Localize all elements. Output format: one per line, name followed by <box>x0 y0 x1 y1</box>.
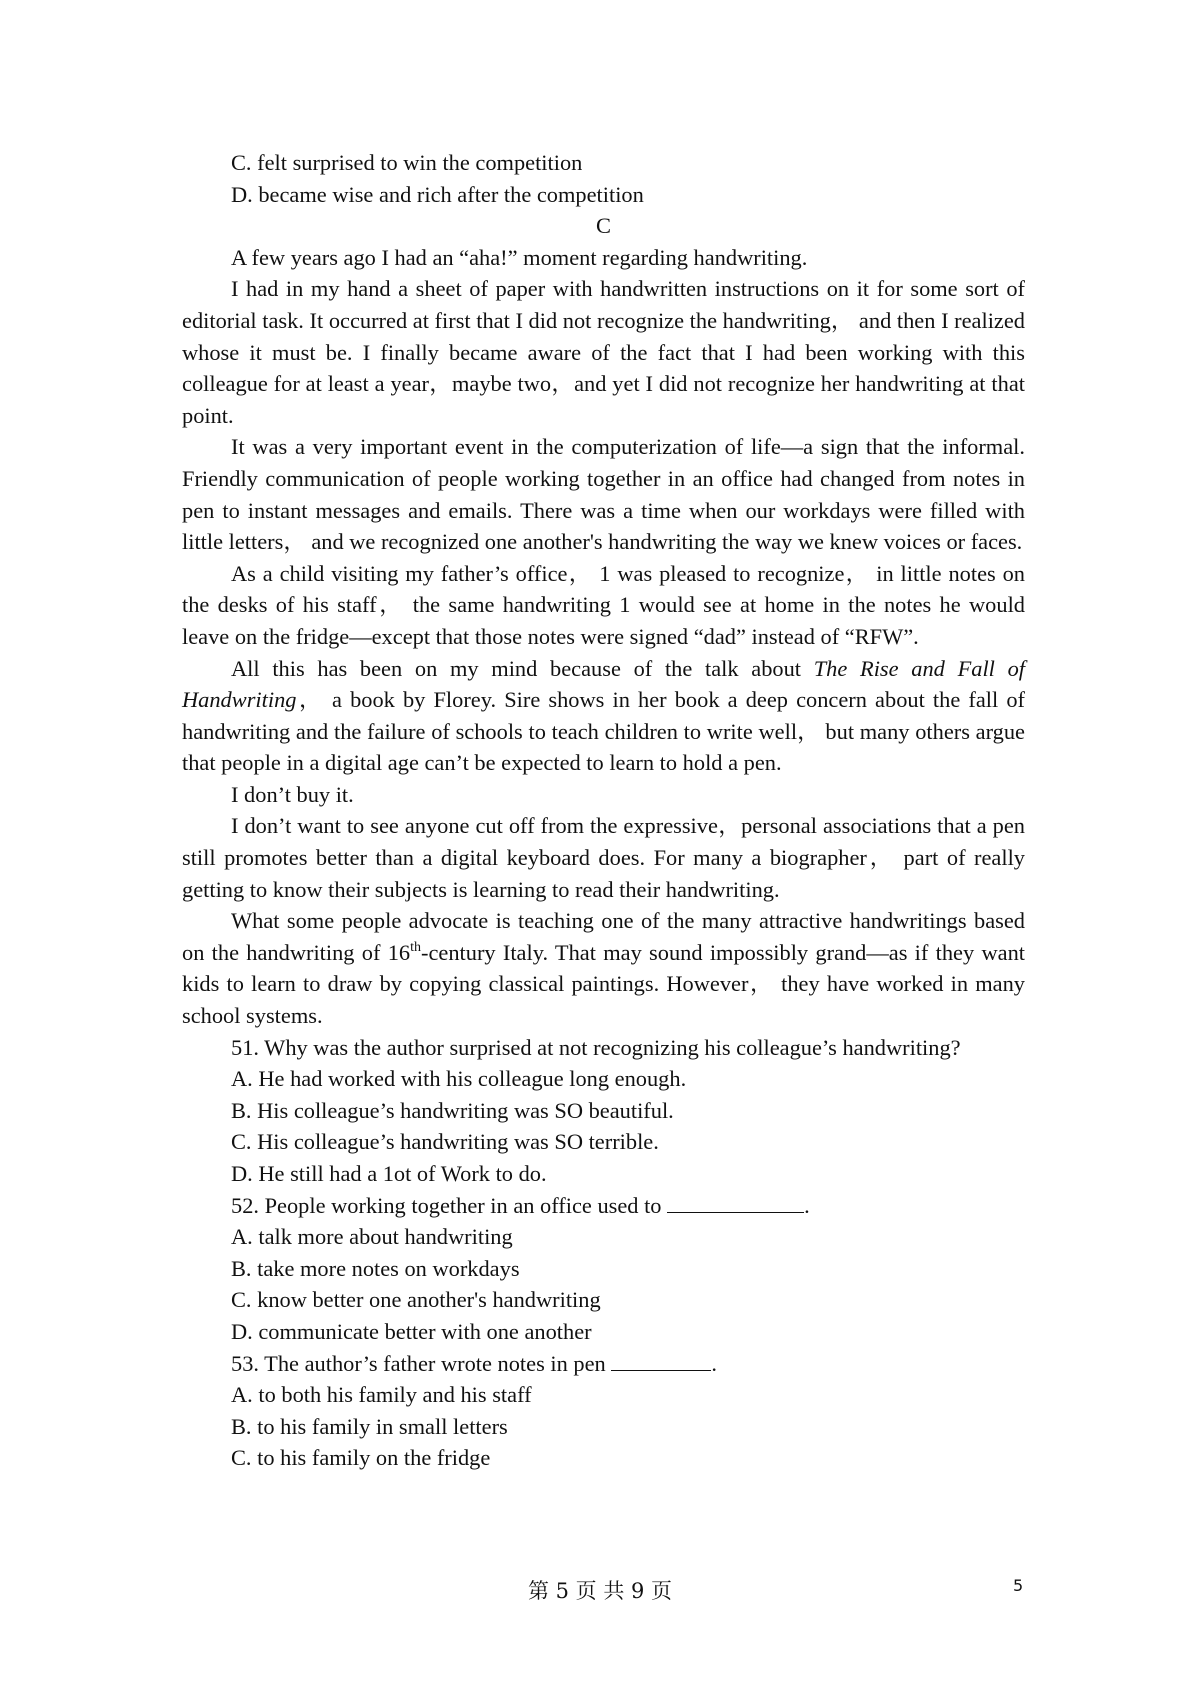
answer-option: D. He still had a 1ot of Work to do. <box>231 1161 547 1186</box>
passage-paragraph: As a child visiting my father’s office， 1 was pleased to recognize， in little notes on the desks of his staff， the same handwriting 1 would see at home in the notes he would leave on the fridge—except that those notes were signed “dad” instead of “RFW”. <box>182 560 1025 649</box>
book-title: The Rise and Fall of Handwriting <box>182 655 1025 713</box>
answer-option: A. talk more about handwriting <box>231 1224 513 1250</box>
page-footer: 第 5 页 共 9 页 <box>527 1579 673 1603</box>
question-stem: 53. The author’s father wrote notes in pen . <box>231 1350 717 1376</box>
question-stem: 52. People working together in an office used to . <box>231 1192 810 1218</box>
passage-paragraph: It was a very important event in the computerization of life—a sign that the informal. Friendly communication of people working together in an office had changed from notes in pen to instant messages and emails. There was a time when our workdays were filled with little letters， and we recognized one another's handwriting the way we knew voices or faces. <box>182 434 1025 555</box>
passage-paragraph <box>182 905 1025 1031</box>
answer-option: C. to his family on the fridge <box>231 1445 491 1471</box>
paragraph-text: What some people advocate is teaching one of the many attractive handwritings based on the handwriting of 16 <box>182 908 1025 965</box>
answer-option: C. know better one another's handwriting <box>231 1287 601 1313</box>
answer-option: A. to both his family and his staff <box>231 1382 532 1408</box>
answer-blank <box>611 1349 711 1371</box>
passage-paragraph: I had in my hand a sheet of paper with handwritten instructions on it for some sort of editorial task. It occurred at first that I did not recognize the handwriting， and then I realized whose it must be. I finally became aware of the fact that I had been working with this colleague for at least a year，maybe two，and yet I did not recognize her handwriting at that point. <box>182 276 1025 428</box>
answer-blank <box>667 1191 804 1213</box>
passage-paragraph: I don’t want to see anyone cut off from the expressive，personal associations that a pen still promotes better than a digital keyboard does. For many a biographer， part of really getting to know their subjects is learning to read their handwriting. <box>182 813 1025 902</box>
answer-option: C. His colleague’s handwriting was SO terrible. <box>231 1129 659 1155</box>
answer-option: D. communicate better with one another <box>231 1318 592 1344</box>
answer-option: B. to his family in small letters <box>231 1413 508 1439</box>
paragraph-text: All this has been on my mind because of the talk about <box>231 655 814 681</box>
exam-page-body <box>182 147 1025 1474</box>
paragraph-text: ， a book by Florey. Sire shows in her book a deep concern about the fall of handwriting and the failure of schools to teach children to write well， but many others argue that people in a digital age can’t be expected to learn to hold a pen. <box>182 687 1025 776</box>
passage-paragraph: A few years ago I had an “aha!” moment regarding handwriting. <box>231 244 808 270</box>
question-stem: 51. Why was the author surprised at not recognizing his colleague’s handwriting? <box>231 1034 961 1060</box>
ordinal-suffix: th <box>410 939 421 955</box>
paragraph-text: -century Italy. That may sound impossibly grand—as if they want kids to learn to draw by copying classical paintings. However， they have worked in many school systems. <box>182 939 1025 1029</box>
answer-option: A. He had worked with his colleague long enough. <box>231 1066 687 1092</box>
passage-paragraph <box>182 653 1025 779</box>
answer-option: B. take more notes on workdays <box>231 1255 520 1281</box>
answer-option: B. His colleague’s handwriting was SO beautiful. <box>231 1097 674 1123</box>
page-number: 5 <box>1013 1576 1024 1595</box>
question-stem-text: 53. The author’s father wrote notes in pen <box>231 1350 606 1376</box>
passage-label: C <box>596 213 611 239</box>
previous-question-option: C. felt surprised to win the competition <box>231 150 583 175</box>
question-stem-text: 52. People working together in an office used to <box>231 1192 662 1218</box>
previous-question-option: D. became wise and rich after the competition <box>231 181 644 207</box>
passage-paragraph: I don’t buy it. <box>231 781 354 807</box>
